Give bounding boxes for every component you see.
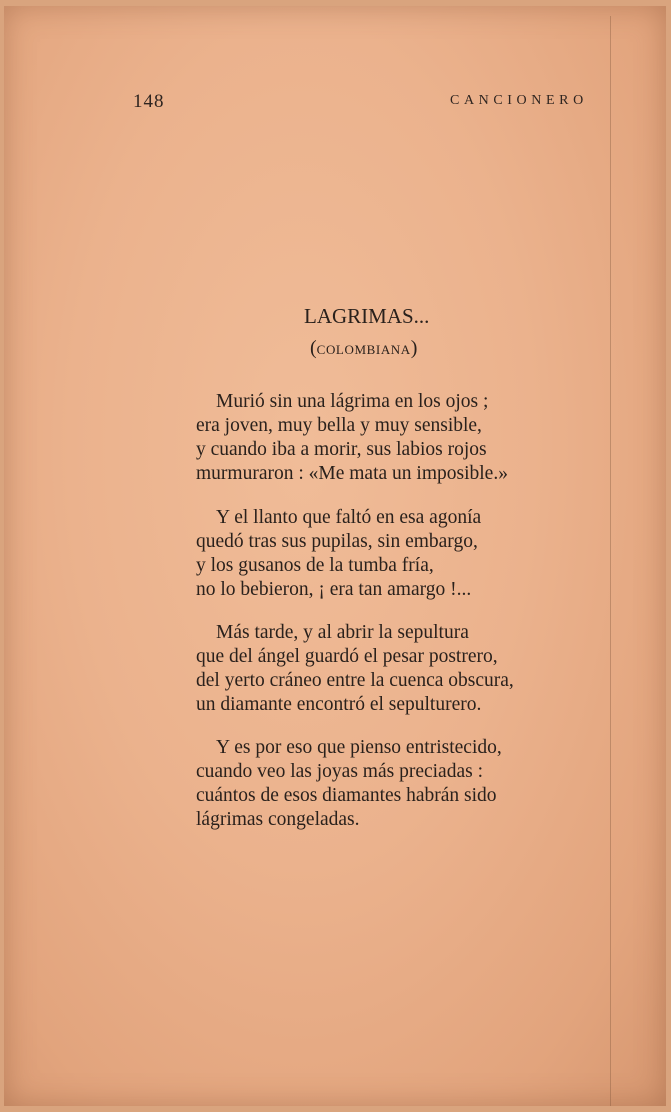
poem-subtitle bbox=[310, 337, 417, 360]
poem-line: cuántos de esos diamantes habrán sido bbox=[196, 785, 497, 806]
poem-line: y los gusanos de la tumba fría, bbox=[196, 555, 434, 576]
poem-line: que del ángel guardó el pesar postrero, bbox=[196, 646, 498, 667]
stanza-2 bbox=[196, 506, 596, 602]
poem-line: quedó tras sus pupilas, sin embargo, bbox=[196, 531, 478, 552]
stanza-1 bbox=[196, 390, 596, 486]
poem-line: Murió sin una lágrima en los ojos ; bbox=[216, 391, 489, 412]
poem-title: LAGRIMAS... bbox=[304, 304, 430, 328]
poem-line: Y es por eso que pienso entristecido, bbox=[216, 737, 502, 758]
poem-line: y cuando iba a morir, sus labios rojos bbox=[196, 439, 487, 460]
poem-line: no lo bebieron, ¡ era tan amargo !... bbox=[196, 579, 472, 600]
subtitle-open-paren: ( bbox=[310, 337, 317, 359]
poem-line: lágrimas congeladas. bbox=[196, 809, 360, 830]
poem-line: Más tarde, y al abrir la sepultura bbox=[216, 622, 469, 643]
stanza-3 bbox=[196, 621, 596, 717]
poem-line: cuando veo las joyas más preciadas : bbox=[196, 761, 483, 782]
subtitle-close-paren: ) bbox=[410, 337, 418, 359]
page-number: 148 bbox=[133, 91, 165, 112]
running-title: CANCIONERO bbox=[450, 93, 588, 108]
poem-line: murmuraron : «Me mata un imposible.» bbox=[196, 463, 508, 484]
stanza-4 bbox=[196, 736, 596, 832]
poem-line: del yerto cráneo entre la cuenca obscura, bbox=[196, 670, 514, 691]
poem-line: un diamante encontró el sepulturero. bbox=[196, 694, 482, 715]
poem-line: Y el llanto que faltó en esa agonía bbox=[216, 507, 482, 528]
page-fold-line bbox=[610, 16, 611, 1106]
poem-line: era joven, muy bella y muy sensible, bbox=[196, 415, 482, 436]
subtitle-text: COLOMBIANA bbox=[316, 342, 411, 357]
